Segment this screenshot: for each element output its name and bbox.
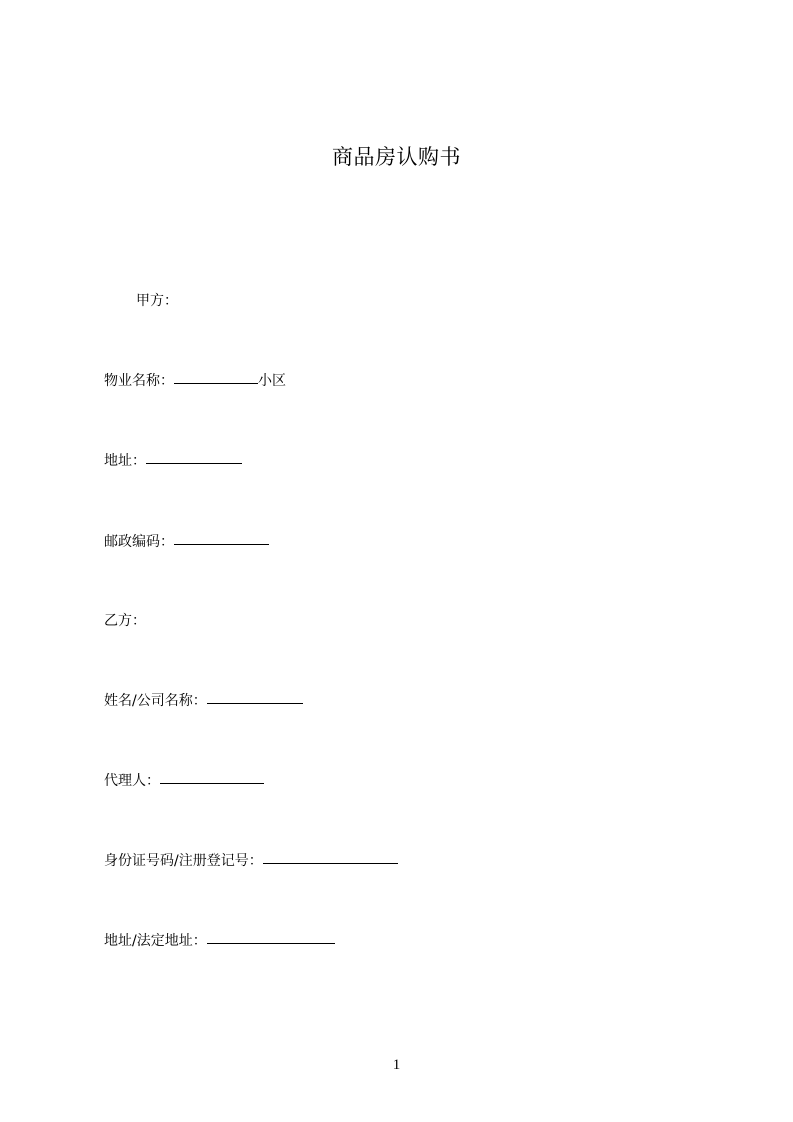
postcode-label: 邮政编码：	[104, 534, 174, 550]
party-a-label: 甲方：	[136, 293, 178, 309]
id-number-line	[104, 851, 398, 871]
document-title: 商品房认购书	[332, 145, 461, 169]
agent-blank	[160, 782, 264, 784]
id-number-blank	[263, 862, 398, 864]
property-name-label: 物业名称：	[104, 373, 174, 389]
party-b-address-label: 地址/法定地址：	[104, 933, 207, 949]
party-a-address-line	[104, 451, 242, 471]
party-b-line	[104, 611, 146, 631]
party-b-address-blank	[207, 942, 335, 944]
property-name-blank	[174, 382, 258, 384]
party-b-name-blank	[207, 702, 303, 704]
property-name-suffix: 小区	[258, 373, 286, 389]
property-name-line	[104, 371, 286, 391]
id-number-label: 身份证号码/注册登记号：	[104, 853, 263, 869]
party-b-label: 乙方：	[104, 613, 146, 629]
party-b-address-line	[104, 931, 335, 951]
party-a-line	[136, 291, 178, 311]
postcode-line	[104, 532, 269, 552]
postcode-blank	[174, 543, 269, 545]
agent-line	[104, 771, 264, 791]
agent-label: 代理人：	[104, 773, 160, 789]
party-b-name-label: 姓名/公司名称：	[104, 693, 207, 709]
party-b-name-line	[104, 691, 303, 711]
party-a-address-blank	[146, 462, 242, 464]
party-a-address-label: 地址：	[104, 453, 146, 469]
page-number: 1	[392, 1057, 401, 1073]
